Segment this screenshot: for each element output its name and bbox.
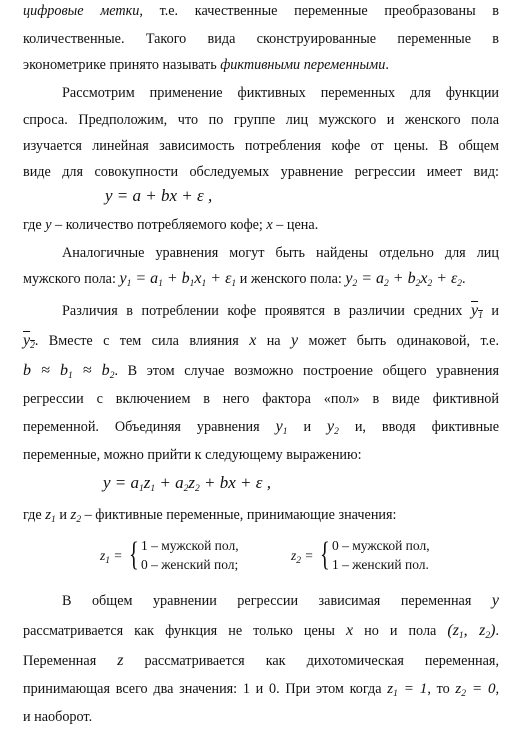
text-fragment: В общем уравнении регрессии зависимая переменная [62,593,472,609]
text-line-14 [23,362,499,380]
math-symbol: $y_1$ [275,418,288,437]
text-fragment: но и пола [364,623,437,639]
text-fragment: где [23,217,46,233]
dummy-definition-z1 [100,536,270,578]
text-line-2: количественные. Такого вида сконструированные переменные в [23,31,499,47]
text-fragment: , то [427,681,450,697]
text-line-24 [23,652,499,670]
regression-formula-combined: $y = a_1z_1 + a_2z_2$ + bx + ε , [103,473,271,494]
text-line-3 [23,56,499,74]
regression-formula-female: $y_2 = a_2 + b_2x_2 + \varepsilon_2$ [345,270,463,289]
math-symbol: x [249,332,257,349]
z1-case-male: 1 – мужской пол, [141,538,239,553]
text-fragment: . [385,57,389,73]
math-symbol: $y_2$ [327,418,339,437]
text-fragment: и [303,419,312,435]
text-line-26: и наоборот. [23,709,93,725]
text-line-9 [23,216,499,234]
text-fragment: и [59,507,67,523]
text-line-17: переменные, можно прийти к следующему выражению: [23,447,362,463]
math-symbol: z [117,652,124,669]
text-fragment: . В этом случае возможно построение общего уравнения [114,363,500,379]
text-line-11: мужского пола: $y_1 = a_1 + b_1x_1 + \varepsilon_1$ и женского пола: $y_2 = a_2 + b_2x_2 + \varepsilon_2$. [23,270,466,289]
math-symbol: $z_2$ [70,507,82,525]
text-fragment: может быть одинаковой, т.е. [308,333,499,349]
math-symbol: x [345,622,354,639]
z1-case-female: 0 – женский пол; [141,557,239,572]
text-fragment: и [491,303,500,319]
text-line-13 [23,332,499,350]
text-fragment: эконометрике принято называть [23,57,221,73]
dummy-definition-z2 [291,536,471,578]
math-symbol: x [266,217,273,233]
text-fragment: на [266,333,281,349]
text-fragment: где [23,507,42,523]
italic-term-dummy-variables: фиктивными переменными [220,57,386,73]
text-fragment: Переменная [23,653,97,669]
text-line-6: изучается линейная зависимость потребления кофе от цены. В общем [23,138,499,154]
text-fragment: Различия в потреблении кофе проявятся в различии средних [62,303,463,319]
math-symbol: ($z_1$, $z_2$) [447,622,496,641]
text-fragment: переменной. Объединяя уравнения [23,419,260,435]
text-fragment: принимающая всего два значения: 1 и 0. При этом когда [23,681,382,697]
text-line-16 [23,418,499,436]
coefficient-equality: $b \approx b_1 \approx b_2$ [23,362,115,381]
text-fragment: . Вместе с тем сила влияния [34,333,239,349]
text-line-5: спроса. Предположим, что по группе лиц мужского и женского пола [23,112,499,128]
brace-symbol: { [129,536,139,573]
regression-formula-male: $y_1 = a_1 + b_1x_1 + \varepsilon_1$ [119,270,237,289]
text-line-12 [62,302,499,320]
text-fragment: – фиктивные переменные, принимающие значения: [84,507,397,523]
math-symbol: $z_2$ = [291,548,314,566]
math-symbol: $z_1$ = [100,548,123,566]
text-line-19 [23,506,499,524]
mean-y1: $y_1$ [470,302,483,321]
text-fragment: и, вводя фиктивные [354,419,499,435]
italic-term-digital-labels: цифровые метки, [23,3,143,19]
text-line-7: виде для совокупности обследуемых уравнение регрессии имеет вид: [23,164,499,180]
math-symbol: y [45,217,52,233]
math-symbol: $z_2 = 0$ [455,681,496,699]
text-line-10: Аналогичные уравнения могут быть найдены отдельно для лиц [62,245,499,261]
mean-y2: $y_2$ [23,332,35,351]
text-fragment: рассматривается как функция не только цены [23,623,335,639]
brace-symbol: { [320,536,330,573]
math-symbol: y [491,592,499,609]
text-fragment: мужского пола: [23,271,120,287]
text-fragment: – количество потребляемого кофе; [51,217,267,233]
text-fragment: – цена. [272,217,319,233]
z2-case-female: 1 – женский пол. [332,557,429,572]
text-line-22 [62,592,499,610]
text-line-23: рассматривается как функция не только цены x но и пола ($z_1$, $z_2$). [23,622,500,641]
text-line-15: регрессии с включением в него фактора «пол» в виде фиктивной [23,391,499,407]
text-line-25: принимающая всего два значения: 1 и 0. При этом когда $z_1 = 1$, то $z_2 = 0$, [23,681,500,699]
math-symbol: y [291,332,299,349]
text-line-1 [23,2,499,20]
text-fragment: т.е. качественные переменные преобразованы в [142,3,499,19]
math-symbol: $z_1 = 1$ [387,681,428,699]
text-fragment: и женского пола: [239,271,346,287]
z2-case-male: 0 – мужской пол, [332,538,430,553]
regression-formula-general: y = a + bx + ε , [105,186,213,205]
math-symbol: $z_1$ [45,507,56,525]
text-line-4: Рассмотрим применение фиктивных переменных для функции [62,85,499,101]
text-fragment: рассматривается как дихотомическая переменная, [144,653,499,669]
